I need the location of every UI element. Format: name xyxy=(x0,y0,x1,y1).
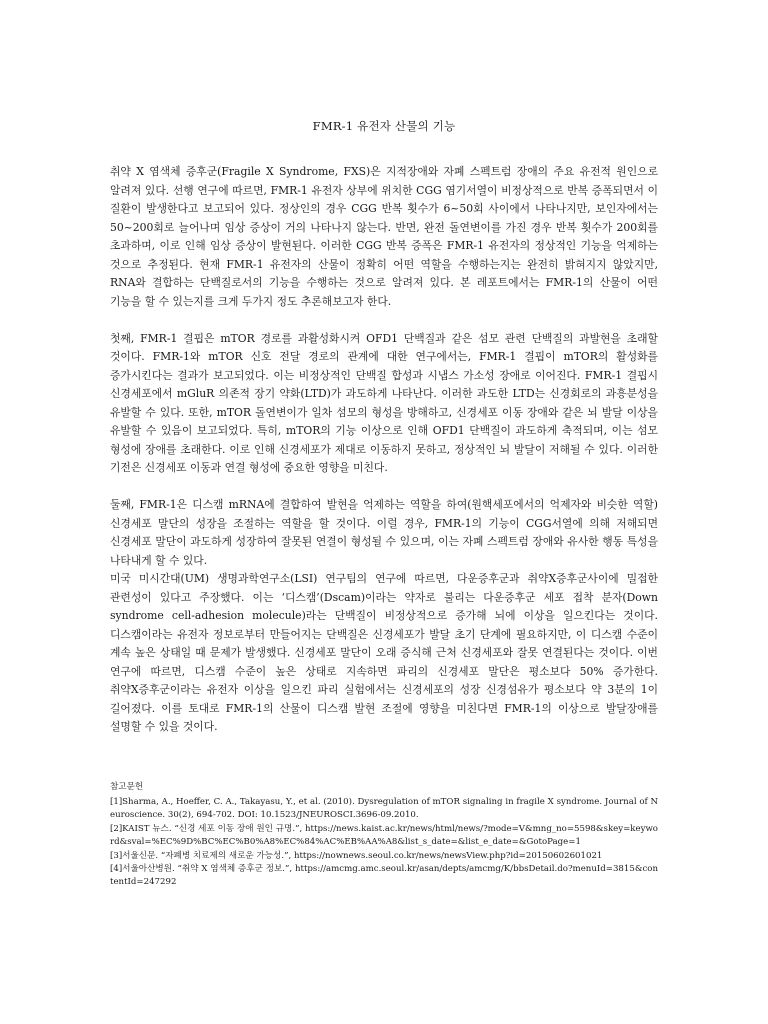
reference-item: [4]서울아산병원. “취약 X 염색체 증후군 정보.”, https://amcmg.amc.seoul.kr/asan/depts/amcmg/K/bbsDetail.do?menuId=3815&contentId=247292 xyxy=(110,864,658,888)
reference-item: [1]Sharma, A., Hoeffer, C. A., Takayasu, Y., et al. (2010). Dysregulation of mTOR signaling in fragile X syndrome. Journal of Neuroscience. 30(2), 694-702. DOI: 10.1523/JNEUROSCI.3696-09.2010. xyxy=(110,797,658,821)
paragraph-second-hypothesis: 둘째, FMR-1은 디스캠 mRNA에 결합하여 발현을 억제하는 역할을 하여(원핵세포에서의 억제자와 비슷한 역할) 신경세포 말단의 성장을 조절하는 역할을 할 것이다. 이럴 경우, FMR-1의 기능이 CGG서열에 의해 저해되면 신경세포 말단이 과도하게 성장하여 잘못된 연결이 형성될 수 있으며, 이는 자폐 스펙트럼 장애와 유사한 행동 특성을 나타내게 할 수 있다. xyxy=(110,498,658,567)
reference-item: [3]서울신문. “자폐병 치료제의 새로운 가능성.”, https://nownews.seoul.co.kr/news/newsView.php?id=20150602601021 xyxy=(110,850,603,861)
paragraph-intro: 취약 X 염색체 증후군(Fragile X Syndrome, FXS)은 지적장애와 자폐 스펙트럼 장애의 주요 유전적 원인으로 알려져 있다. 선행 연구에 따르면, FMR-1 유전자 상부에 위치한 CGG 염기서열이 비정상적으로 반복 증폭되면서 이 질환이 발생한다고 보고되어 있다. 정상인의 경우 CGG 반복 횟수가 6~50회 사이에서 나타나지만, 보인자에서는 50~200회로 늘어나며 임상 증상이 거의 나타나지 않는다. 반면, 완전 돌연변이를 가진 경우 반복 횟수가 200회를 초과하며, 이로 인해 임상 증상이 발현된다. 이러한 CGG 반복 증폭은 FMR-1 유전자의 정상적인 기능을 억제하는 것으로 추정된다. 현재 FMR-1 유전자의 산물이 정확히 어떤 역할을 수행하는지는 완전히 밝혀지지 않았지만, RNA와 결합하는 단백질로서의 기능을 수행하는 것으로 알려져 있다. 본 레포트에서는 FMR-1의 산물이 어떤 기능을 할 수 있는지를 크게 두가지 정도 추론해보고자 한다. xyxy=(110,165,658,308)
references-heading: 참고문헌 xyxy=(110,782,144,792)
paragraph-gap xyxy=(110,311,658,330)
paragraph-gap xyxy=(110,478,658,497)
reference-item: [2]KAIST 뉴스. “신경 세포 이동 장애 원인 규명.”, https://news.kaist.ac.kr/news/html/news/?mode=V&mng_no=5598&skey=keyword&sval=%EC%9D%BC%EC%B0%A8%EC%84%AC%EB%AA%A8&list_s_date=&list_e_date=&GotoPage=1 xyxy=(110,823,658,848)
page-title: FMR-1 유전자 산물의 기능 xyxy=(312,119,456,133)
report-body xyxy=(110,163,658,737)
paragraph-first-hypothesis: 첫째, FMR-1 결핍은 mTOR 경로를 과활성화시켜 OFD1 단백질과 같은 섬모 관련 단백질의 과발현을 초래할 것이다. FMR-1와 mTOR 신호 전달 경로의 관계에 대한 연구에서는, FMR-1 결핍이 mTOR의 활성화를 증가시킨다는 결과가 보고되었다. 이는 비정상적인 단백질 합성과 시냅스 가소성 장애로 이어진다. FMR-1 결핍시 신경세포에서 mGluR 의존적 장기 약화(LTD)가 과도하게 나타난다. 이러한 과도한 LTD는 신경회로의 과흥분성을 유발할 수 있다. 또한, mTOR 돌연변이가 일차 섬모의 형성을 방해하고, 신경세포 이동 장애와 같은 뇌 발달 이상을 유발할 수 있음이 보고되었다. 특히, mTOR의 기능 이상으로 인해 OFD1 단백질이 과도하게 축적되며, 이는 섬모 형성에 장애를 초래한다. 이로 인해 신경세포가 제대로 이동하지 못하고, 정상적인 뇌 발달이 저해될 수 있다. 이러한 기전은 신경세포 이동과 연결 형성에 중요한 영향을 미친다. xyxy=(110,331,658,474)
references-section xyxy=(110,780,658,890)
paragraph-supporting-study: 미국 미시간대(UM) 생명과학연구소(LSI) 연구팀의 연구에 따르면, 다운증후군과 취약X증후군사이에 밀접한 관련성이 있다고 주장했다. 이는 ‘디스캠’(Dscam)이라는 약자로 불리는 다운증후군 세포 접착 분자(Down syndrome cell-adhesion molecule)라는 단백질이 비정상적으로 증가해 뇌에 이상을 일으킨다는 것이다. 디스캠이라는 유전자 정보로부터 만들어지는 단백질은 신경세포가 발달 초기 단계에 필요하지만, 이 디스캠 수준이 계속 높은 상태일 때 문제가 발생했다. 신경세포 말단이 오래 증식해 근처 신경세포와 잘못 연결된다는 것이다. 이번 연구에 따르면, 디스캠 수준이 높은 상태로 지속하면 파리의 신경세포 말단은 평소보다 50% 증가한다. 취약X증후군이라는 유전자 이상을 일으킨 파리 실험에서는 신경세포의 성장 신경섬유가 평소보다 약 3분의 1이 길어졌다. 이를 토대로 FMR-1의 산물이 디스캠 발현 조절에 영향을 미친다면 FMR-1의 이상으로 발달장애를 설명할 수 있을 것이다. xyxy=(110,572,658,733)
